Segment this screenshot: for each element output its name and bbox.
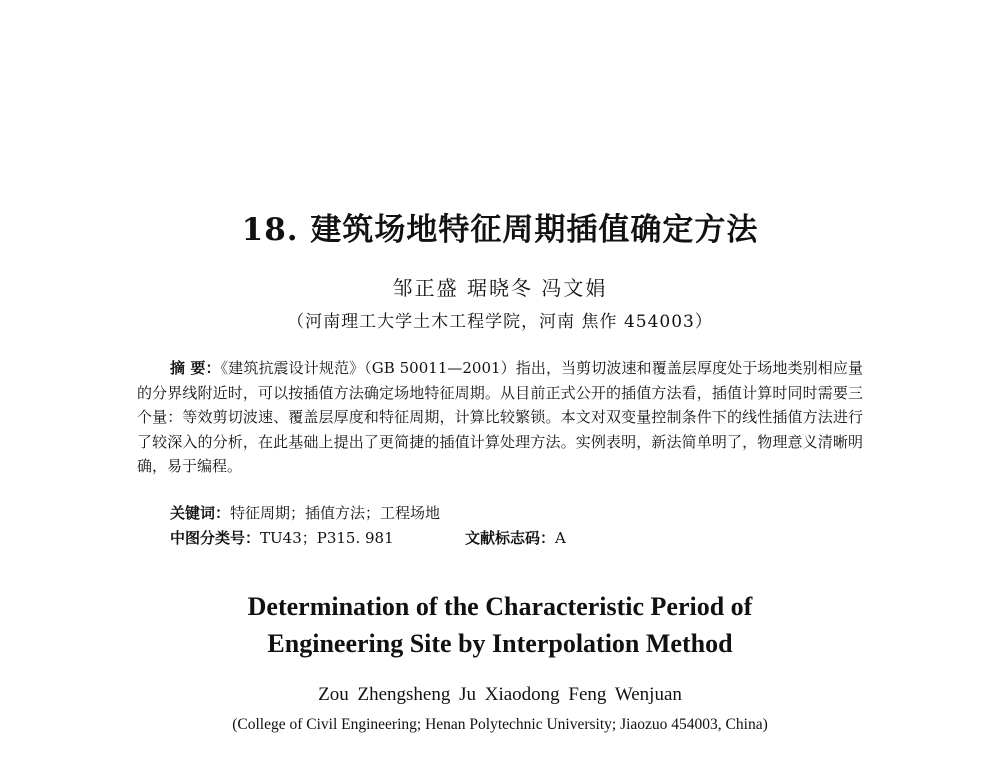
keywords-line	[170, 502, 440, 523]
clc-text: TU43；P315. 981	[260, 529, 394, 547]
abstract-label: 摘 要：	[170, 359, 221, 377]
doccode-label: 文献标志码：	[465, 529, 556, 547]
chinese-abstract	[137, 356, 863, 479]
abstract-text: 《建筑抗震设计规范》（GB 50011—2001）指出，当剪切波速和覆盖层厚度处于场地类别相应量的分界线附近时，可以按插值方法确定场地特征周期。从目前正式公开的插值方法看，插值计算时同时需要三个量：等效剪切波速、覆盖层厚度和特征周期，计算比较繁锁。本文对双变量控制条件下的线性插值方法进行了较深入的分析，在此基础上提出了更简捷的插值计算处理方法。实例表明，新法简单明了，物理意义清晰明确，易于编程。	[137, 359, 863, 475]
english-affiliation: (College of Civil Engineering; Henan Polytechnic University; Jiaozuo 454003, China)	[232, 716, 768, 733]
english-authors: Zou Zhengsheng Ju Xiaodong Feng Wenjuan	[318, 684, 682, 705]
english-title-line-1: Determination of the Characteristic Period of	[247, 592, 753, 621]
chinese-affiliation: （河南理工大学土木工程学院，河南 焦作 454003）	[287, 312, 713, 332]
keywords-label: 关键词：	[170, 504, 231, 522]
chinese-authors: 邹正盛 琚晓冬 冯文娟	[392, 276, 608, 300]
chinese-title: 18. 建筑场地特征周期插值确定方法	[241, 212, 759, 248]
english-title-line-2: Engineering Site by Interpolation Method	[267, 629, 733, 658]
doccode-text: A	[555, 529, 566, 547]
classification-line	[170, 527, 870, 548]
keywords-text: 特征周期；插值方法；工程场地	[230, 504, 441, 522]
clc-label: 中图分类号：	[170, 529, 261, 547]
document-code	[465, 527, 566, 548]
english-title	[0, 588, 1000, 662]
